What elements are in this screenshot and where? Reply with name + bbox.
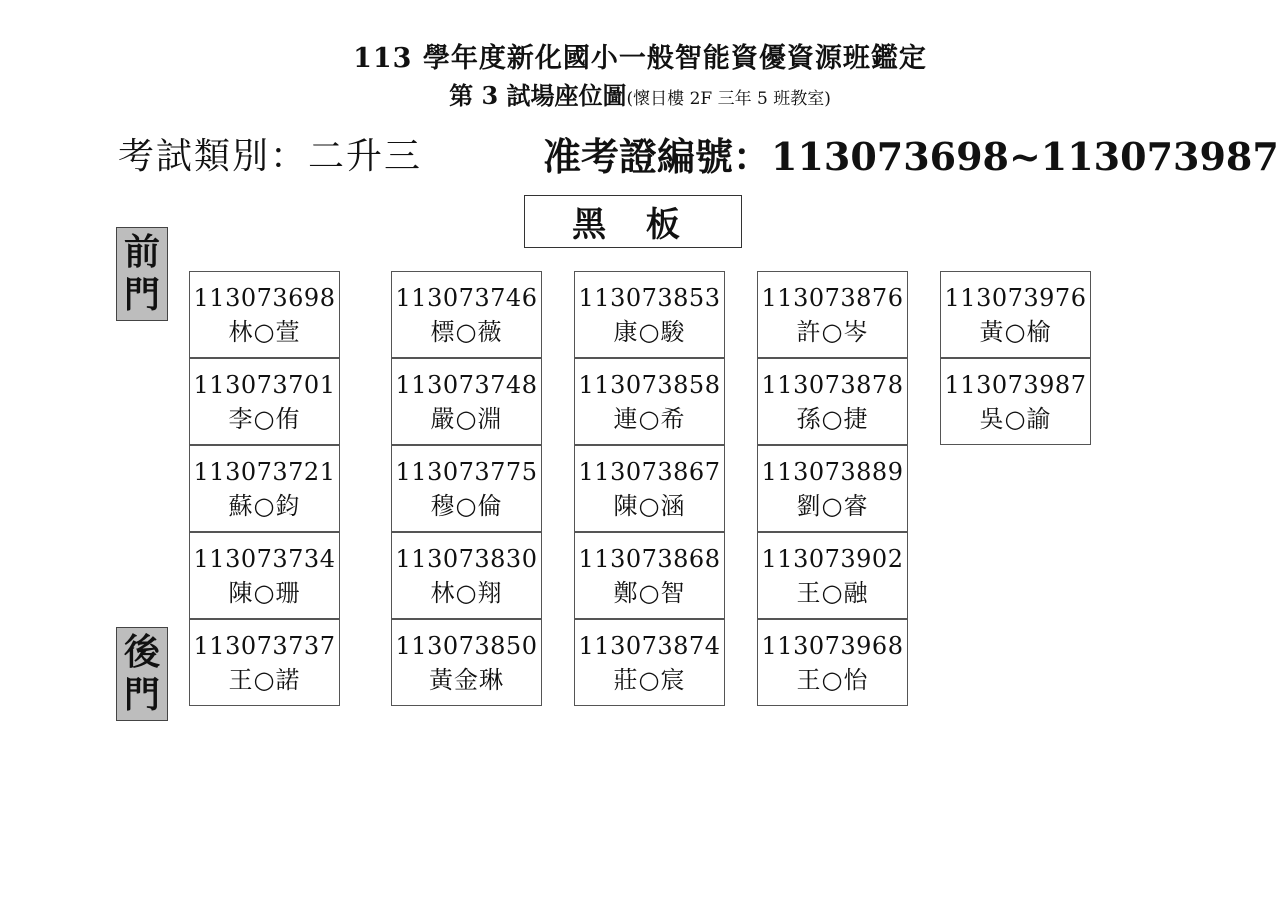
seat-ticket-number: 113073775 xyxy=(395,457,538,486)
seat-ticket-number: 113073902 xyxy=(761,544,904,573)
seat-student-name: 陳○涵 xyxy=(613,491,686,520)
back-door xyxy=(116,627,168,721)
seat xyxy=(574,271,725,358)
seat xyxy=(189,271,340,358)
seat-student-name: 王○諾 xyxy=(228,665,301,694)
seat xyxy=(574,619,725,706)
seat-ticket-number: 113073876 xyxy=(761,283,904,312)
seat-ticket-number: 113073698 xyxy=(193,283,336,312)
seat xyxy=(391,358,542,445)
seat xyxy=(574,358,725,445)
seat-ticket-number: 113073889 xyxy=(761,457,904,486)
seat-ticket-number: 113073968 xyxy=(761,631,904,660)
seat-ticket-number: 113073867 xyxy=(578,457,721,486)
seat xyxy=(940,358,1091,445)
seat-student-name: 吳○諭 xyxy=(979,404,1052,433)
seat-student-name: 黃金琳 xyxy=(429,665,504,694)
seat xyxy=(391,532,542,619)
seat-ticket-number: 113073878 xyxy=(761,370,904,399)
seat-ticket-number: 113073748 xyxy=(395,370,538,399)
ticket-number-range: 准考證編號：113073698~113073987 xyxy=(543,134,1279,179)
seat xyxy=(391,619,542,706)
seat-student-name: 林○萱 xyxy=(228,317,301,346)
seat-student-name: 康○駿 xyxy=(613,317,686,346)
seat-ticket-number: 113073853 xyxy=(578,283,721,312)
seat xyxy=(189,358,340,445)
seat-student-name: 嚴○淵 xyxy=(430,404,503,433)
seat-ticket-number: 113073830 xyxy=(395,544,538,573)
seat-ticket-number: 113073874 xyxy=(578,631,721,660)
seat xyxy=(940,271,1091,358)
seat-student-name: 黃○榆 xyxy=(979,317,1052,346)
seat xyxy=(574,445,725,532)
front-door xyxy=(116,227,168,321)
seat-ticket-number: 113073858 xyxy=(578,370,721,399)
seat xyxy=(574,532,725,619)
seat-ticket-number: 113073868 xyxy=(578,544,721,573)
seat xyxy=(757,445,908,532)
seat-student-name: 林○翔 xyxy=(430,578,503,607)
seat-ticket-number: 113073746 xyxy=(395,283,538,312)
seat xyxy=(757,271,908,358)
seat xyxy=(757,358,908,445)
exam-category: 考試類別：二升三 xyxy=(118,136,423,177)
seat-student-name: 連○希 xyxy=(613,404,686,433)
seat-student-name: 王○融 xyxy=(796,578,869,607)
seat-ticket-number: 113073987 xyxy=(944,370,1087,399)
seat-student-name: 孫○捷 xyxy=(796,404,869,433)
seat-ticket-number: 113073850 xyxy=(395,631,538,660)
seat-student-name: 許○岑 xyxy=(796,317,869,346)
subtitle-location: (懷日樓 2F 三年 5 班教室) xyxy=(626,89,831,109)
seat-student-name: 王○怡 xyxy=(796,665,869,694)
front-door-char: 前 xyxy=(123,231,160,273)
seat-ticket-number: 113073734 xyxy=(193,544,336,573)
front-door-char: 門 xyxy=(123,274,160,316)
seat-ticket-number: 113073721 xyxy=(193,457,336,486)
back-door-char: 門 xyxy=(123,674,160,716)
seat-ticket-number: 113073737 xyxy=(193,631,336,660)
seat-student-name: 穆○倫 xyxy=(430,491,503,520)
seat-student-name: 李○侑 xyxy=(228,404,301,433)
seat-student-name: 莊○宸 xyxy=(613,665,686,694)
seat-student-name: 陳○珊 xyxy=(228,578,301,607)
seat-student-name: 鄭○智 xyxy=(613,578,686,607)
seat-student-name: 標○薇 xyxy=(430,317,503,346)
seat-ticket-number: 113073701 xyxy=(193,370,336,399)
seat xyxy=(189,532,340,619)
seat-student-name: 劉○睿 xyxy=(796,491,869,520)
blackboard: 黑 板 xyxy=(524,195,742,248)
document-subtitle xyxy=(0,76,1280,111)
seat xyxy=(189,445,340,532)
document-title: 113 學年度新化國小一般智能資優資源班鑑定 xyxy=(353,43,927,74)
subtitle-main: 第 3 試場座位圖 xyxy=(449,81,627,110)
seat xyxy=(391,445,542,532)
seat xyxy=(391,271,542,358)
back-door-char: 後 xyxy=(123,631,160,673)
seat xyxy=(189,619,340,706)
seat-student-name: 蘇○鈞 xyxy=(228,491,301,520)
seat xyxy=(757,532,908,619)
seat-ticket-number: 113073976 xyxy=(944,283,1087,312)
seat xyxy=(757,619,908,706)
